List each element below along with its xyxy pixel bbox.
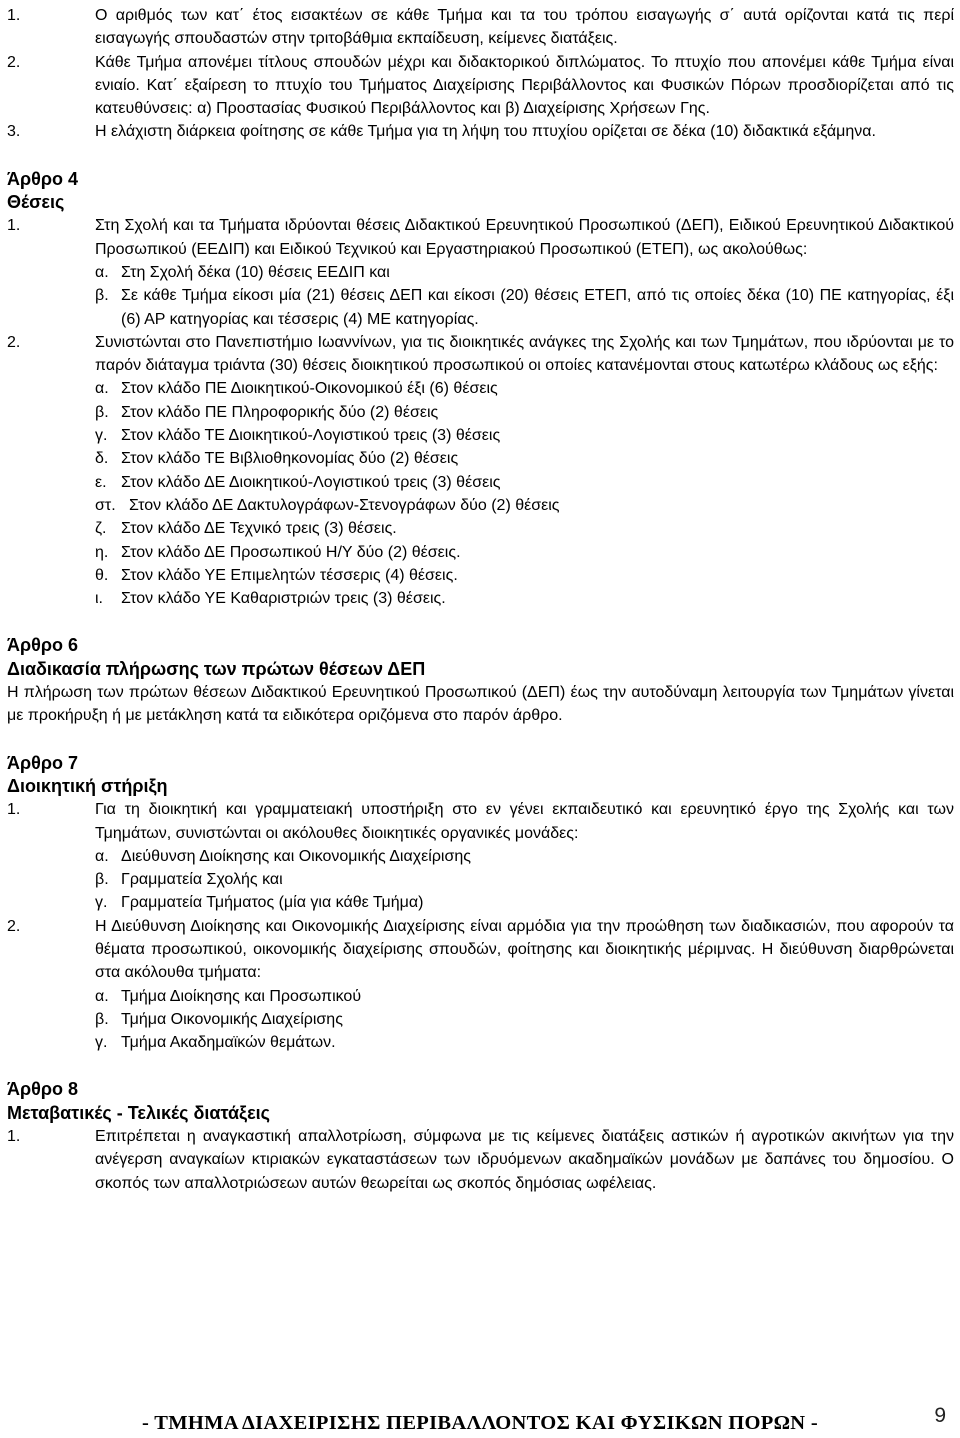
item-text: Κάθε Τμήμα απονέμει τίτλους σπουδών μέχρι και διδακτορικού διπλώματος. Το πτυχίο που απονέμει κάθε Τμήμα είναι ενιαίο. Κατ΄ εξαίρεση το πτυχίο του Τμήματος Διαχείρισης Περιβάλλοντος και Φυσικών Πόρων προσδιορίζεται από τις κατευθύνσεις: α) Προστασίας Φυσικού Περιβάλλοντος και β) Διαχείρισης Χρήσεων Γης.: [95, 53, 954, 118]
sub-item-label: ζ.: [95, 520, 107, 538]
sub-item-text: Διεύθυνση Διοίκησης και Οικονομικής Διαχείρισης: [121, 847, 471, 865]
sub-item-label: στ.: [95, 496, 116, 514]
article-4-paragraph-2: [7, 331, 954, 611]
paragraph-text: Για τη διοικητική και γραμματειακή υποστήριξη στο εν γένει εκπαιδευτικό και ερευνητικό έργο της Σχολής και των Τμημάτων, συνιστώνται οι ακόλουθες διοικητικές οργανικές μονάδες:: [95, 801, 954, 842]
sub-item-label: β.: [95, 871, 109, 889]
sub-item-text: Τμήμα Διοίκησης και Προσωπικού: [121, 987, 362, 1005]
sub-item-text: Στον κλάδο ΥΕ Επιμελητών τέσσερις (4) θέσεις.: [121, 566, 458, 584]
sub-item-text: Στον κλάδο ΔΕ Τεχνικό τρεις (3) θέσεις.: [121, 520, 397, 538]
sub-item: [95, 471, 954, 494]
article-7-title: Άρθρο 7: [7, 752, 79, 773]
intro-item-2: [7, 51, 954, 121]
sub-item-text: Σε κάθε Τμήμα είκοσι μία (21) θέσεις ΔΕΠ και είκοσι (20) θέσεις ΕΤΕΠ, από τις οποίες δέκα (10) ΠΕ κατηγορίας, έξι (6) ΑΡ κατηγορίας και τέσσερις (4) ΜΕ κατηγορίας.: [121, 287, 954, 328]
sub-item: [95, 517, 954, 540]
article-4-paragraph-1: [7, 214, 954, 330]
spacer: [7, 728, 954, 752]
sub-item-label: α.: [95, 847, 109, 865]
sub-item-label: γ.: [95, 894, 108, 912]
sub-item: [95, 1008, 954, 1031]
sub-item-label: η.: [95, 543, 109, 561]
article-4-title: Άρθρο 4: [7, 168, 79, 189]
spacer: [7, 610, 954, 634]
spacer: [7, 144, 954, 168]
sub-item: [95, 891, 954, 914]
sub-item: [95, 447, 954, 470]
sub-item: [95, 494, 954, 517]
sub-item-label: α.: [95, 987, 109, 1005]
article-7-subtitle: Διοικητική στήριξη: [7, 775, 168, 796]
sub-item: [95, 424, 954, 447]
intro-item-3: [7, 120, 954, 143]
sub-item-label: γ.: [95, 1034, 108, 1052]
item-number: 2.: [7, 53, 21, 71]
sub-item: [95, 401, 954, 424]
sub-item: [95, 1031, 954, 1054]
item-text: Η ελάχιστη διάρκεια φοίτησης σε κάθε Τμήμα για τη λήψη του πτυχίου ορίζεται σε δέκα (10) διδακτικά εξάμηνα.: [95, 123, 876, 141]
spacer: [7, 1054, 954, 1078]
sub-item-text: Τμήμα Οικονομικής Διαχείρισης: [121, 1010, 343, 1028]
sub-item: [95, 541, 954, 564]
sub-item: [95, 985, 954, 1008]
sub-item: [95, 261, 954, 284]
sub-item-label: θ.: [95, 566, 109, 584]
sub-item: [95, 845, 954, 868]
article-8-paragraph-1: [7, 1125, 954, 1195]
sub-item-label: β.: [95, 1010, 109, 1028]
article-8-title: Άρθρο 8: [7, 1079, 79, 1100]
sub-item-label: ε.: [95, 473, 107, 491]
page-footer: - ΤΜΗΜΑ ΔΙΑΧΕΙΡΙΣΗΣ ΠΕΡΙΒΑΛΛΟΝΤΟΣ ΚΑΙ ΦΥΣΙΚΩΝ ΠΟΡΩΝ -: [142, 1412, 818, 1434]
sub-item-label: γ.: [95, 427, 108, 445]
article-4-subtitle: Θέσεις: [7, 192, 65, 213]
sub-item-label: α.: [95, 263, 109, 281]
paragraph-text: Συνιστώνται στο Πανεπιστήμιο Ιωαννίνων, για τις διοικητικές ανάγκες της Σχολής και των Τμημάτων, που ιδρύονται με το παρόν διάταγμα τριάντα (30) θέσεις διοικητικού προσωπικού οι οποίες κατανέμονται στους κατωτέρω κλάδους ως εξής:: [95, 333, 954, 375]
article-7-paragraph-2: [7, 915, 954, 1055]
sub-item-text: Στη Σχολή δέκα (10) θέσεις ΕΕΔΙΠ και: [121, 263, 390, 281]
article-8-subtitle: Μεταβατικές - Τελικές διατάξεις: [7, 1102, 270, 1123]
paragraph-text: Η Διεύθυνση Διοίκησης και Οικονομικής Διαχείρισης είναι αρμόδια για την προώθηση των διαδικασιών, που αφορούν τα θέματα προσωπικού, οικονομικής διαχείρισης σπουδών, φοίτησης και διοικητικής μέριμνας. Η διεύθυνση διαρθρώνεται στα ακόλουθα τμήματα:: [95, 917, 954, 982]
paragraph-text: Επιτρέπεται η αναγκαστική απαλλοτρίωση, σύμφωνα με τις κείμενες διατάξεις αστικών ή αγροτικών ακινήτων για την ανέγερση αναγκαίων κτιριακών εγκαταστάσεων των ιδρυόμενων ακαδημαϊκών μονάδων με δαπάνες του δημοσίου. Ο σκοπός των απαλλοτριώσεων αυτών θεωρείται ως σκοπός δημόσιας ωφέλειας.: [95, 1128, 954, 1192]
sub-item: [95, 587, 954, 610]
sub-item-text: Στον κλάδο ΤΕ Διοικητικού-Λογιστικού τρεις (3) θέσεις: [121, 427, 501, 445]
sub-item-text: Γραμματεία Σχολής και: [121, 871, 283, 889]
article-6-title: Άρθρο 6: [7, 635, 79, 656]
article-6-text: Η πλήρωση των πρώτων θέσεων Διδακτικού Ερευνητικού Προσωπικού (ΔΕΠ) έως την αυτοδύναμη λειτουργία των Τμημάτων γίνεται με προκήρυξη ή με μετάκληση κατά τα ειδικότερα οριζόμενα στο παρόν άρθρο.: [7, 684, 954, 725]
sub-item-text: Τμήμα Ακαδημαϊκών θεμάτων.: [121, 1034, 336, 1052]
sub-item: [95, 284, 954, 331]
item-number: 1.: [7, 801, 21, 819]
sub-item: [95, 564, 954, 587]
item-text: Ο αριθμός των κατ΄ έτος εισακτέων σε κάθε Τμήμα και τα του τρόπου εισαγωγής σ΄ αυτά ορίζονται κατά τις περί εισαγωγής σπουδαστών στην τριτοβάθμια εκπαίδευση, κείμενες διατάξεις.: [95, 7, 954, 48]
sub-item-label: α.: [95, 380, 109, 398]
item-number: 1.: [7, 1128, 21, 1146]
paragraph-text: Στη Σχολή και τα Τμήματα ιδρύονται θέσεις Διδακτικού Ερευνητικού Προσωπικού (ΔΕΠ), Ειδικού Ερευνητικού Διδακτικού Προσωπικού (ΕΕΔΙΠ) και Ειδικού Τεχνικού και Εργαστηριακού Προσωπικού (ΕΤΕΠ), ως ακολούθως:: [95, 217, 954, 258]
sub-item-text: Στον κλάδο ΥΕ Καθαριστριών τρεις (3) θέσεις.: [121, 590, 446, 608]
item-number: 1.: [7, 7, 21, 24]
sub-item-label: δ.: [95, 450, 109, 468]
sub-item: [95, 868, 954, 891]
item-number: 2.: [7, 917, 21, 935]
page-number: 9: [934, 1404, 946, 1427]
sub-item-text: Στον κλάδο ΔΕ Δακτυλογράφων-Στενογράφων δύο (2) θέσεις: [129, 496, 560, 514]
sub-item-text: Στον κλάδο ΔΕ Προσωπικού Η/Υ δύο (2) θέσεις.: [121, 543, 461, 561]
intro-item-1: [7, 4, 954, 51]
sub-item-text: Γραμματεία Τμήματος (μία για κάθε Τμήμα): [121, 894, 424, 912]
sub-item: [95, 377, 954, 400]
sub-item-text: Στον κλάδο ΤΕ Βιβλιοθηκονομίας δύο (2) θέσεις: [121, 450, 459, 468]
article-6-subtitle: Διαδικασία πλήρωσης των πρώτων θέσεων ΔΕΠ: [7, 658, 426, 679]
item-number: 1.: [7, 217, 21, 235]
sub-item-text: Στον κλάδο ΠΕ Διοικητικού-Οικονομικού έξι (6) θέσεις: [121, 380, 498, 398]
item-number: 2.: [7, 333, 21, 351]
sub-item-text: Στον κλάδο ΔΕ Διοικητικού-Λογιστικού τρεις (3) θέσεις: [121, 473, 501, 491]
item-number: 3.: [7, 123, 21, 141]
sub-item-label: ι.: [95, 590, 103, 608]
sub-item-label: β.: [95, 403, 109, 421]
sub-item-label: β.: [95, 287, 109, 305]
article-7-paragraph-1: [7, 798, 954, 914]
sub-item-text: Στον κλάδο ΠΕ Πληροφορικής δύο (2) θέσεις: [121, 403, 439, 421]
